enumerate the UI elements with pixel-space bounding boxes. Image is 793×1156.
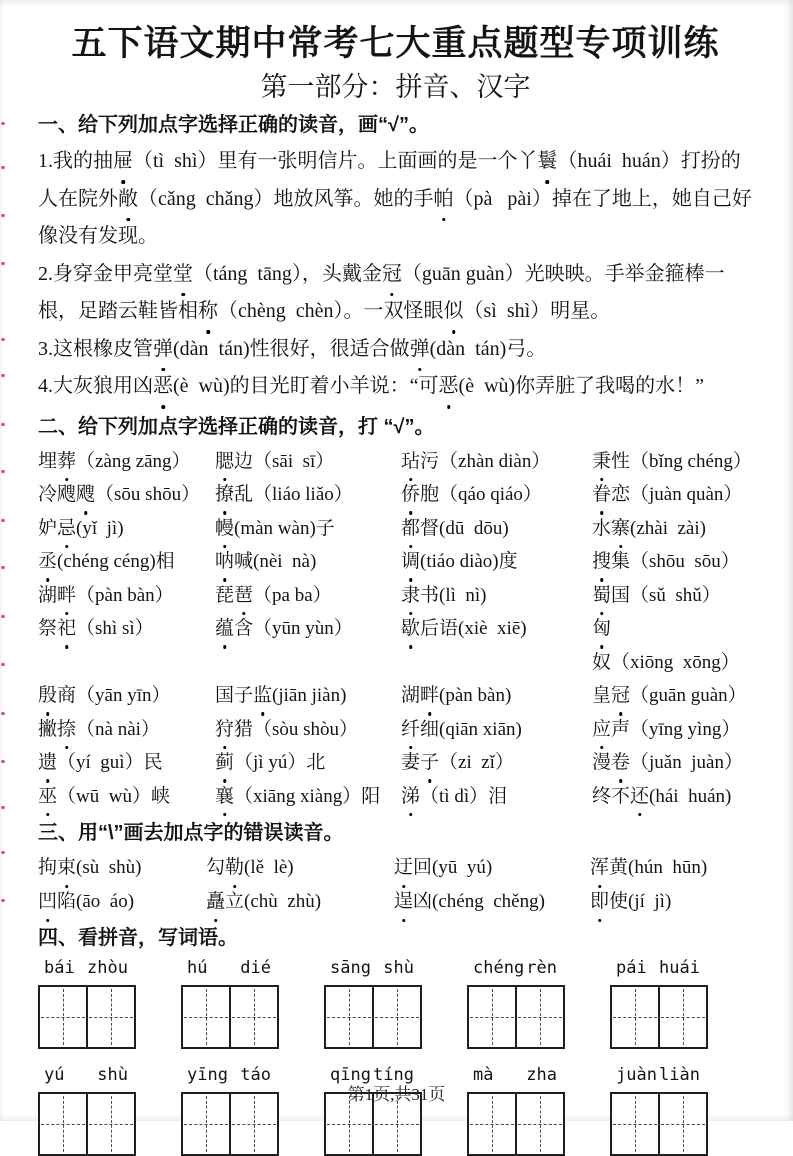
section-3 (38, 818, 753, 919)
pinyin-syllable: shù (383, 958, 414, 978)
word-item: 冷飕飕（sōu shōu） (38, 478, 215, 512)
word-item: 逞凶(chéng chěng) (394, 885, 590, 919)
scan-speck (1, 566, 5, 569)
writing-grid-cell (326, 987, 374, 1047)
writing-grid-cell (660, 987, 706, 1047)
pinyin-word-block (610, 956, 753, 1049)
word-item: 纤细(qiān xiān) (401, 713, 592, 747)
section-2 (38, 412, 753, 814)
word-item: 眷恋（juàn quàn） (592, 478, 753, 512)
pinyin-syllable: pái (616, 958, 647, 978)
word-row (38, 512, 753, 546)
word-item: 埋葬（zàng zāng） (38, 445, 215, 479)
writing-grid-cell (374, 987, 420, 1047)
section-1 (38, 110, 753, 406)
question-item: 4.大灰狼用凶恶(è wù)的目光盯着小羊说：“可恶(è wù)你弄脏了我喝的水！” (38, 368, 753, 406)
pinyin-word-block (38, 1063, 181, 1156)
word-row (38, 445, 753, 479)
word-item: 湖畔(pàn bàn) (401, 679, 592, 713)
scan-speck (1, 663, 5, 666)
pinyin-word-block (181, 956, 324, 1049)
word-item: 丞(chéng céng)相 (38, 545, 215, 579)
word-item: 终不还(hái huán) (592, 780, 753, 814)
question-item: 3.这根橡皮管弹(dàn tán)性很好，很适合做弹(dàn tán)弓。 (38, 331, 753, 369)
word-item: 妒忌(yǐ jì) (38, 512, 215, 546)
word-item: 祭祀（shì sì） (38, 612, 215, 679)
question-item: 1.我的抽屉（tì shì）里有一张明信片。上面画的是一个丫鬟（huái huán）打扮的人在院外敞（cǎng chǎng）地放风筝。她的手帕（pà pài）掉在了地上，她自己好像没有发现。 (38, 143, 753, 256)
pinyin-syllable: huái (659, 958, 700, 978)
section-4 (38, 923, 753, 1156)
word-row (38, 545, 753, 579)
pinyin-syllable: juàn (616, 1065, 657, 1085)
pinyin-word-block (467, 956, 610, 1049)
word-item: 侨胞（qáo qiáo） (401, 478, 592, 512)
scan-speck (1, 338, 5, 341)
pinyin-syllable: shù (97, 1065, 128, 1085)
pinyin-word-block (324, 1063, 467, 1156)
word-item: 幔(màn wàn)子 (215, 512, 401, 546)
writing-grid (467, 985, 565, 1049)
word-item: 琵琶（pa ba） (215, 579, 401, 613)
word-item: 妻子（zi zǐ） (401, 746, 592, 780)
word-row (38, 746, 753, 780)
pinyin-syllable: dié (240, 958, 271, 978)
word-row (38, 478, 753, 512)
section-4-heading: 四、看拼音，写词语。 (38, 927, 238, 949)
page-title: 五下语文期中常考七大重点题型专项训练 (71, 24, 720, 63)
word-row (38, 579, 753, 613)
word-row (38, 679, 753, 713)
question-item: 2.身穿金甲亮堂堂（táng tāng），头戴金冠（guān guàn）光映映。手举金箍棒一根，足踏云鞋皆相称（chèng chèn）。一双怪眼似（sì shì）明星。 (38, 256, 753, 331)
word-item: 玷污（zhàn diàn） (401, 445, 592, 479)
word-item: 勾勒(lě lè) (206, 851, 394, 885)
section3-rows (38, 851, 753, 919)
pinyin-syllable: chéng (473, 958, 525, 978)
word-item: 都督(dū dōu) (401, 512, 592, 546)
word-item: 浑黄(hún hūn) (590, 851, 753, 885)
word-row (38, 885, 753, 919)
word-item: 漫卷（juǎn juàn） (592, 746, 753, 780)
pinyin-syllable: bái (44, 958, 75, 978)
word-item: 应声（yīng yìng） (592, 713, 753, 747)
word-item: 湖畔（pàn bàn） (38, 579, 215, 613)
word-row (38, 713, 753, 747)
word-item: 巫（wū wù）峡 (38, 780, 215, 814)
writing-grid-cell (40, 987, 88, 1047)
pinyin-label (610, 956, 706, 980)
word-item: 蕴含（yūn yùn） (215, 612, 401, 679)
word-item: 匈奴（xiōng xōng） (592, 612, 753, 679)
word-item: 撩乱（liáo liǎo） (215, 478, 401, 512)
word-item: 搜集（shōu sōu） (592, 545, 753, 579)
word-item: 腮边（sāi sī） (215, 445, 401, 479)
pinyin-label (181, 956, 277, 980)
pinyin-word-block (324, 956, 467, 1049)
writing-grid-cell (517, 987, 563, 1047)
pinyin-syllable: zha (526, 1065, 557, 1085)
scan-speck (1, 615, 5, 618)
page-number: 第1页,共31页 (347, 1085, 446, 1104)
word-item: 拘束(sù shù) (38, 851, 206, 885)
pinyin-syllable: yīng (187, 1065, 228, 1085)
word-item: 即使(jí jì) (590, 885, 753, 919)
scan-speck (1, 712, 5, 715)
scan-speck (1, 262, 5, 265)
pinyin-syllable: yú (44, 1065, 65, 1085)
scan-speck (1, 760, 5, 763)
word-item: 歇后语(xiè xiē) (401, 612, 592, 679)
pinyin-row (38, 956, 753, 1049)
scan-speck (1, 806, 5, 809)
word-item: 凹陷(āo áo) (38, 885, 206, 919)
writing-grid-cell (231, 987, 277, 1047)
pinyin-syllable: qīng (330, 1065, 371, 1085)
scan-speck (1, 423, 5, 426)
word-item: 撇捺（nà nài） (38, 713, 215, 747)
pinyin-syllable: rèn (526, 958, 557, 978)
word-item: 襄（xiāng xiàng）阳 (215, 780, 401, 814)
scan-speck (1, 166, 5, 169)
writing-grid (181, 985, 279, 1049)
pinyin-syllable: hú (187, 958, 208, 978)
word-item: 矗立(chù zhù) (206, 885, 394, 919)
word-item: 蜀国（sǔ shǔ） (592, 579, 753, 613)
section4-rows (38, 956, 753, 1156)
scan-speck (1, 470, 5, 473)
word-item: 迂回(yū yú) (394, 851, 590, 885)
word-item: 涕（tì dì）泪 (401, 780, 592, 814)
scan-speck (1, 899, 5, 902)
writing-grid (38, 985, 136, 1049)
pinyin-label (467, 956, 563, 980)
pinyin-syllable: liàn (659, 1065, 700, 1085)
word-item: 水寨(zhài zài) (592, 512, 753, 546)
pinyin-label (324, 956, 420, 980)
scan-speck (1, 122, 5, 125)
pinyin-syllable: mà (473, 1065, 494, 1085)
pinyin-syllable: sāng (330, 958, 371, 978)
pinyin-syllable: táo (240, 1065, 271, 1085)
section-1-heading: 一、给下列加点字选择正确的读音，画“√”。 (38, 114, 429, 136)
pinyin-word-block (610, 1063, 753, 1156)
writing-grid (610, 985, 708, 1049)
pinyin-word-block (181, 1063, 324, 1156)
word-item: 遗（yí guì）民 (38, 746, 215, 780)
writing-grid-cell (612, 987, 660, 1047)
word-item: 调(tiáo diào)度 (401, 545, 592, 579)
section1-items (38, 143, 753, 406)
word-item: 蓟（jì yú）北 (215, 746, 401, 780)
word-row (38, 612, 753, 679)
word-item: 国子监(jiān jiàn) (215, 679, 401, 713)
word-row (38, 780, 753, 814)
scan-speck (1, 374, 5, 377)
scan-speck (1, 214, 5, 217)
section2-rows (38, 445, 753, 814)
pinyin-syllable: zhòu (87, 958, 128, 978)
section-2-heading: 二、给下列加点字选择正确的读音，打 “√”。 (38, 415, 435, 438)
pinyin-row (38, 1063, 753, 1156)
section-3-heading: 三、用“\”画去加点字的错误读音。 (38, 822, 344, 844)
word-item: 隶书(lì nì) (401, 579, 592, 613)
word-item: 呐喊(nèi nà) (215, 545, 401, 579)
word-row (38, 851, 753, 885)
word-item: 秉性（bǐng chéng） (592, 445, 753, 479)
pinyin-word-block (467, 1063, 610, 1156)
word-item: 皇冠（guān guàn） (592, 679, 753, 713)
pinyin-syllable: tíng (373, 1065, 414, 1085)
page-subtitle: 第一部分：拼音、汉字 (260, 72, 531, 102)
pinyin-label (38, 956, 134, 980)
word-item: 狩猎（sòu shòu） (215, 713, 401, 747)
pinyin-word-block (38, 956, 181, 1049)
scan-speck (1, 851, 5, 854)
writing-grid-cell (183, 987, 231, 1047)
writing-grid-cell (88, 987, 134, 1047)
writing-grid-cell (469, 987, 517, 1047)
word-item: 殷商（yān yīn） (38, 679, 215, 713)
scan-speck (1, 519, 5, 522)
writing-grid (324, 985, 422, 1049)
